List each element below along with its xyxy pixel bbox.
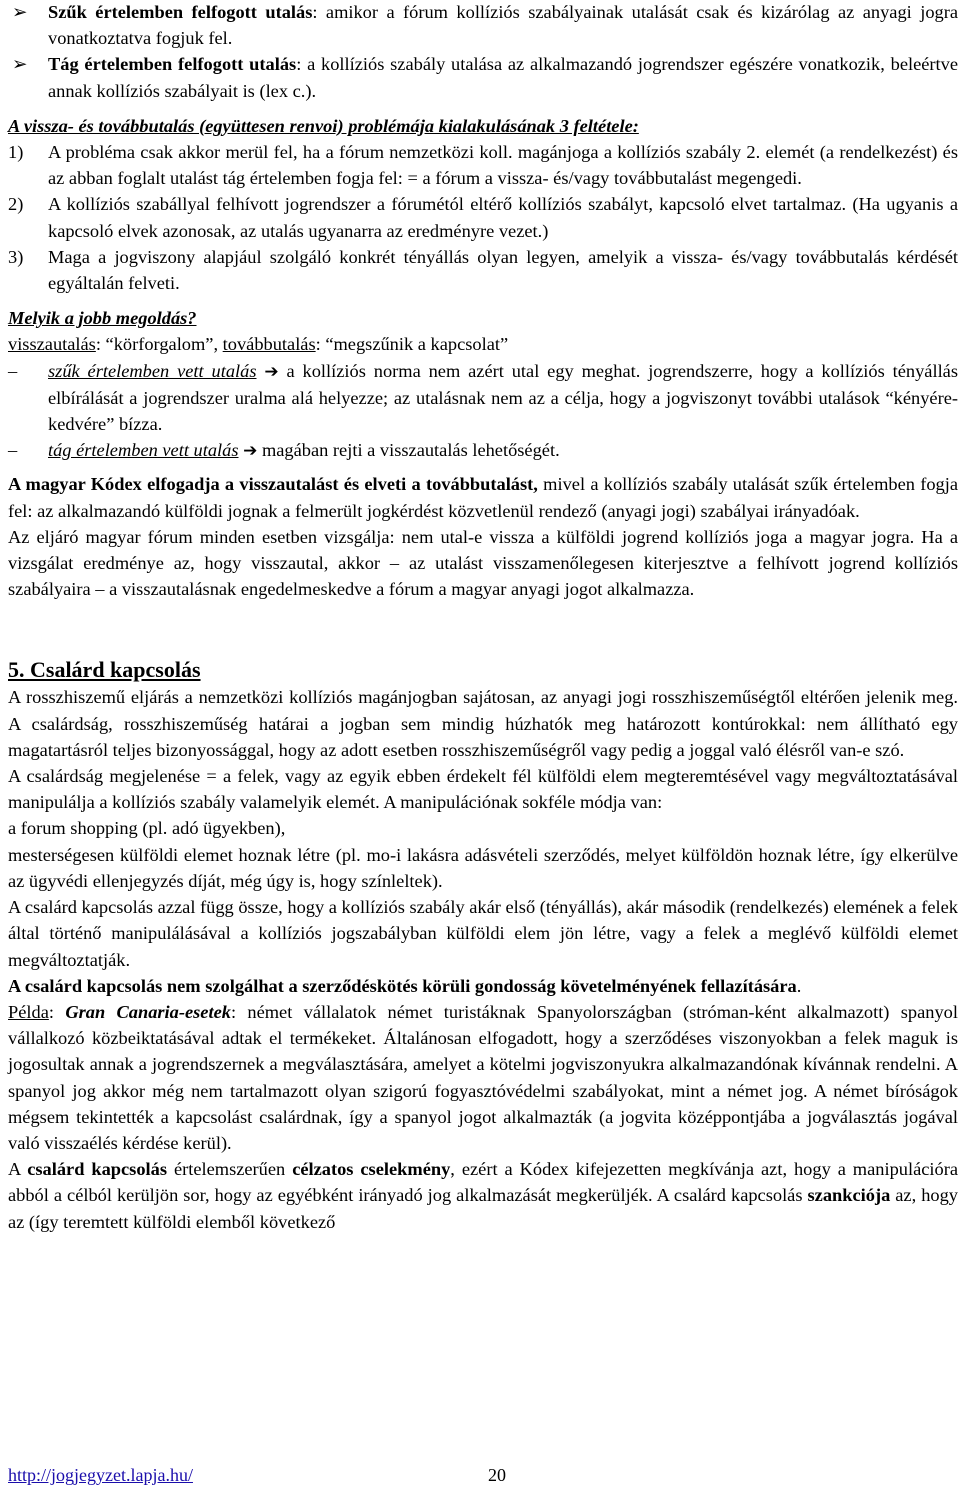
paragraph-forum-shopping: a forum shopping (pl. adó ügyekben), — [8, 818, 286, 839]
paragraph-example — [8, 999, 958, 1156]
section-title — [8, 656, 958, 684]
dash-mark: – — [8, 440, 18, 461]
page-footer — [8, 1465, 958, 1495]
footer-link[interactable]: http://jogjegyzet.lapja.hu/ — [8, 1465, 193, 1485]
arrow-bullet-icon: ➢ — [12, 54, 28, 75]
item-number: 2) — [8, 194, 24, 215]
item-text: A kollíziós szabállyal felhívott jogrendszer a fórumétól eltérő kollíziós szabályt, kapcsoló elvet tartalmaz. (Ha ugyanis a kapcsoló elvek azonosak, az utalás ugyanarra az eredményre vezet.) — [48, 194, 958, 241]
bullet-text: : amikor a fórum kollíziós szabályainak utalását csak és kizárólag az anyagi jogra vonatkoztatva fogjuk fel. — [48, 2, 958, 49]
paragraph-text: mivel a kollíziós szabály utalását szűk értelemben fogja fel: az alkalmazandó külföldi jognak a felmerült jogkérdést közvetlenül rendező (anyagi jogi) szabályai irányadóak. — [8, 474, 958, 521]
page-number: 20 — [488, 1465, 506, 1485]
bullet-text: : a kollíziós szabály utalása az alkalmazandó jogrendszer egészére vonatkozik, beleértve annak kollíziós szabályait is (lex c.). — [48, 54, 959, 101]
term-tovabbutalas: továbbutalás — [222, 334, 316, 355]
right-arrow-icon: ➔ — [243, 441, 258, 462]
period: . — [796, 975, 802, 996]
better-solution-heading: Melyik a jobb megoldás? — [8, 308, 197, 329]
bullet-broad-reference — [8, 51, 958, 103]
example-case-name: Gran Canaria-esetek — [65, 1001, 231, 1022]
txt: , ezért a Kódex kifejezetten megkívánja azt, hogy a manipulációra abból a célból kerüljön sor, hogy az egyébként irányadó jog alkalmazását megkerüljék. A csalárd kapcsolás — [8, 1159, 958, 1206]
txt: értelemszerűen — [167, 1159, 293, 1180]
term-desc: : “megszűnik a kapcsolat” — [315, 334, 509, 355]
dash-text: a kollíziós norma nem azért utal egy meghat. jogrendszerre, hogy a kollíziós tényállás elbírálását a jogrendszer uralma alá helyezze; az utalásnak nem az a célja, hogy a jogviszonyt további utalások “kényére-kedvére” bízza. — [48, 360, 958, 435]
renvoi-heading: A vissza- és továbbutalás (együttesen renvoi) problémája kialakulásának 3 feltétele: — [8, 115, 639, 136]
example-text: : német vállalatok német turistáknak Spanyolországban (stróman-ként alkalmazott) spanyol vállalkozó közbeiktatásával adtak el termékeket. Általánosan elfogadott, hogy a szerződéses viszonyokban a felek maguk is jogosultak annak a jogrendszernek a megválasztására, amelyet a kötelmi jogviszonyukra alkalmazandónak kívánnak rendelni. A spanyol jog akkor még nem tartalmazott olyan szigorú fogyasztóvédelmi szabályokat, mint a német jog. A német bíróságok mégsem tekintették a kapcsolást csalárdnak, így a spanyol jogot alkalmazták (a jogvita középpontjába a jogválasztás jogával való visszaélés kérdése kerül). — [8, 1001, 958, 1153]
paragraph-fraud-rule — [8, 973, 958, 999]
bullet-lead: Tág értelemben felfogott utalás — [48, 54, 297, 75]
bold-statement: A csalárd kapcsolás nem szolgálhat a szerződéskötés körüli gondosság követelményének fellazítására — [8, 975, 797, 996]
bullet-narrow-reference — [8, 0, 958, 51]
paragraph-fraud-appearance: A csalárdság megjelenése = a felek, vagy az egyik ebben érdekelt fél külföldi elem megteremtésével vagy megváltoztatásával manipulálja a kollíziós szabály valamelyik elemét. A manipulációnak sokféle módja van: — [8, 766, 958, 813]
numbered-item-3 — [8, 244, 958, 296]
example-label: Példa — [8, 1001, 49, 1022]
bullet-lead: Szűk értelemben felfogott utalás — [48, 2, 313, 22]
paragraph-bad-faith: A rosszhiszemű eljárás a nemzetközi kollíziós magánjogban sajátosan, az anyagi jogi rosszhiszeműségtől eltérően jelenik meg. A csalárdság, rosszhiszeműség határai a jogban sem mindig húzhatók meg határozott kontúrokkal: nem állítható egy magatartásról teljes bizonyossággal, hogy az adott esetben rosszhiszeműségről vagy pedig a joggal való élésről van-e szó. — [8, 687, 958, 760]
arrow-bullet-icon: ➢ — [12, 2, 28, 22]
paragraph-forum-examines: Az eljáró magyar fórum minden esetben vizsgálja: nem utal-e vissza a külföldi jogrend kollíziós joga a magyar jogra. Ha a vizsgálat eredménye az, hogy visszautal, akkor – az utalást visszamenőlegesen kiterjesztve a felhívott jogrend kollíziós szabályaira – a visszautalásnak engedelmeskedve a fórum a magyar anyagi jogot alkalmazza. — [8, 526, 958, 600]
item-number: 1) — [8, 142, 24, 163]
document-page — [8, 0, 958, 1235]
dash-item-broad — [8, 437, 958, 464]
comparison-line — [8, 331, 958, 357]
item-number: 3) — [8, 246, 24, 267]
term-visszautalas: visszautalás — [8, 334, 96, 355]
paragraph-hungarian-code — [8, 471, 958, 523]
bold-term: célzatos cselekmény — [292, 1159, 451, 1180]
sep: : — [48, 1001, 66, 1022]
paragraph-fraud-connection: A csalárd kapcsolás azzal függ össze, hogy a kollíziós szabály akár első (tényállás), akár második (rendelkezés) elemének a felek által történő manipulálásával a kollíziós jogszabályban külföldi elem jön létre, vagy a felek a meglévő külföldi elemet megváltoztatják. — [8, 897, 958, 970]
item-text: Maga a jogviszony alapjául szolgáló konkrét tényállás olyan legyen, amelyik a vissza- és/vagy továbbutalás kérdését egyáltalán felveti. — [48, 246, 958, 294]
bold-term: szankciója — [807, 1185, 891, 1206]
bold-term: csalárd kapcsolás — [27, 1159, 167, 1180]
dash-text: magában rejti a visszautalás lehetőségét. — [257, 440, 560, 461]
section-title-text: 5. Csalárd kapcsolás — [8, 657, 201, 683]
paragraph-artificial-element: mesterségesen külföldi elemet hoznak létre (pl. mo-i lakásra adásvételi szerződés, melyet külföldön hoznak létre, így elkerülve az ügyvédi ellenjegyzés díját, még úgy is, hogy színleltek). — [8, 844, 958, 891]
txt: az, hogy az (így teremtett külföldi elemből következő — [8, 1185, 958, 1232]
right-arrow-icon: ➔ — [264, 361, 279, 382]
term-desc: : “körforgalom”, — [95, 334, 223, 355]
bold-lead: A magyar Kódex elfogadja a visszautalást és elveti a továbbutalást, — [8, 474, 538, 495]
dash-lead: tág értelemben vett utalás — [48, 440, 239, 461]
item-text: A probléma csak akkor merül fel, ha a fórum nemzetközi koll. magánjoga a kollíziós szabály 2. elemét (a rendelkezést) és az abban foglalt utalást tág értelemben fogja fel: = a fórum a vissza- és/vagy továbbutalást megengedi. — [48, 142, 958, 189]
numbered-item-1 — [8, 139, 958, 191]
numbered-item-2 — [8, 191, 958, 243]
dash-mark: – — [8, 360, 18, 381]
paragraph-intentional-act — [8, 1156, 958, 1235]
txt: A — [8, 1159, 28, 1180]
dash-item-narrow — [8, 358, 958, 438]
dash-lead: szűk értelemben vett utalás — [48, 360, 257, 381]
